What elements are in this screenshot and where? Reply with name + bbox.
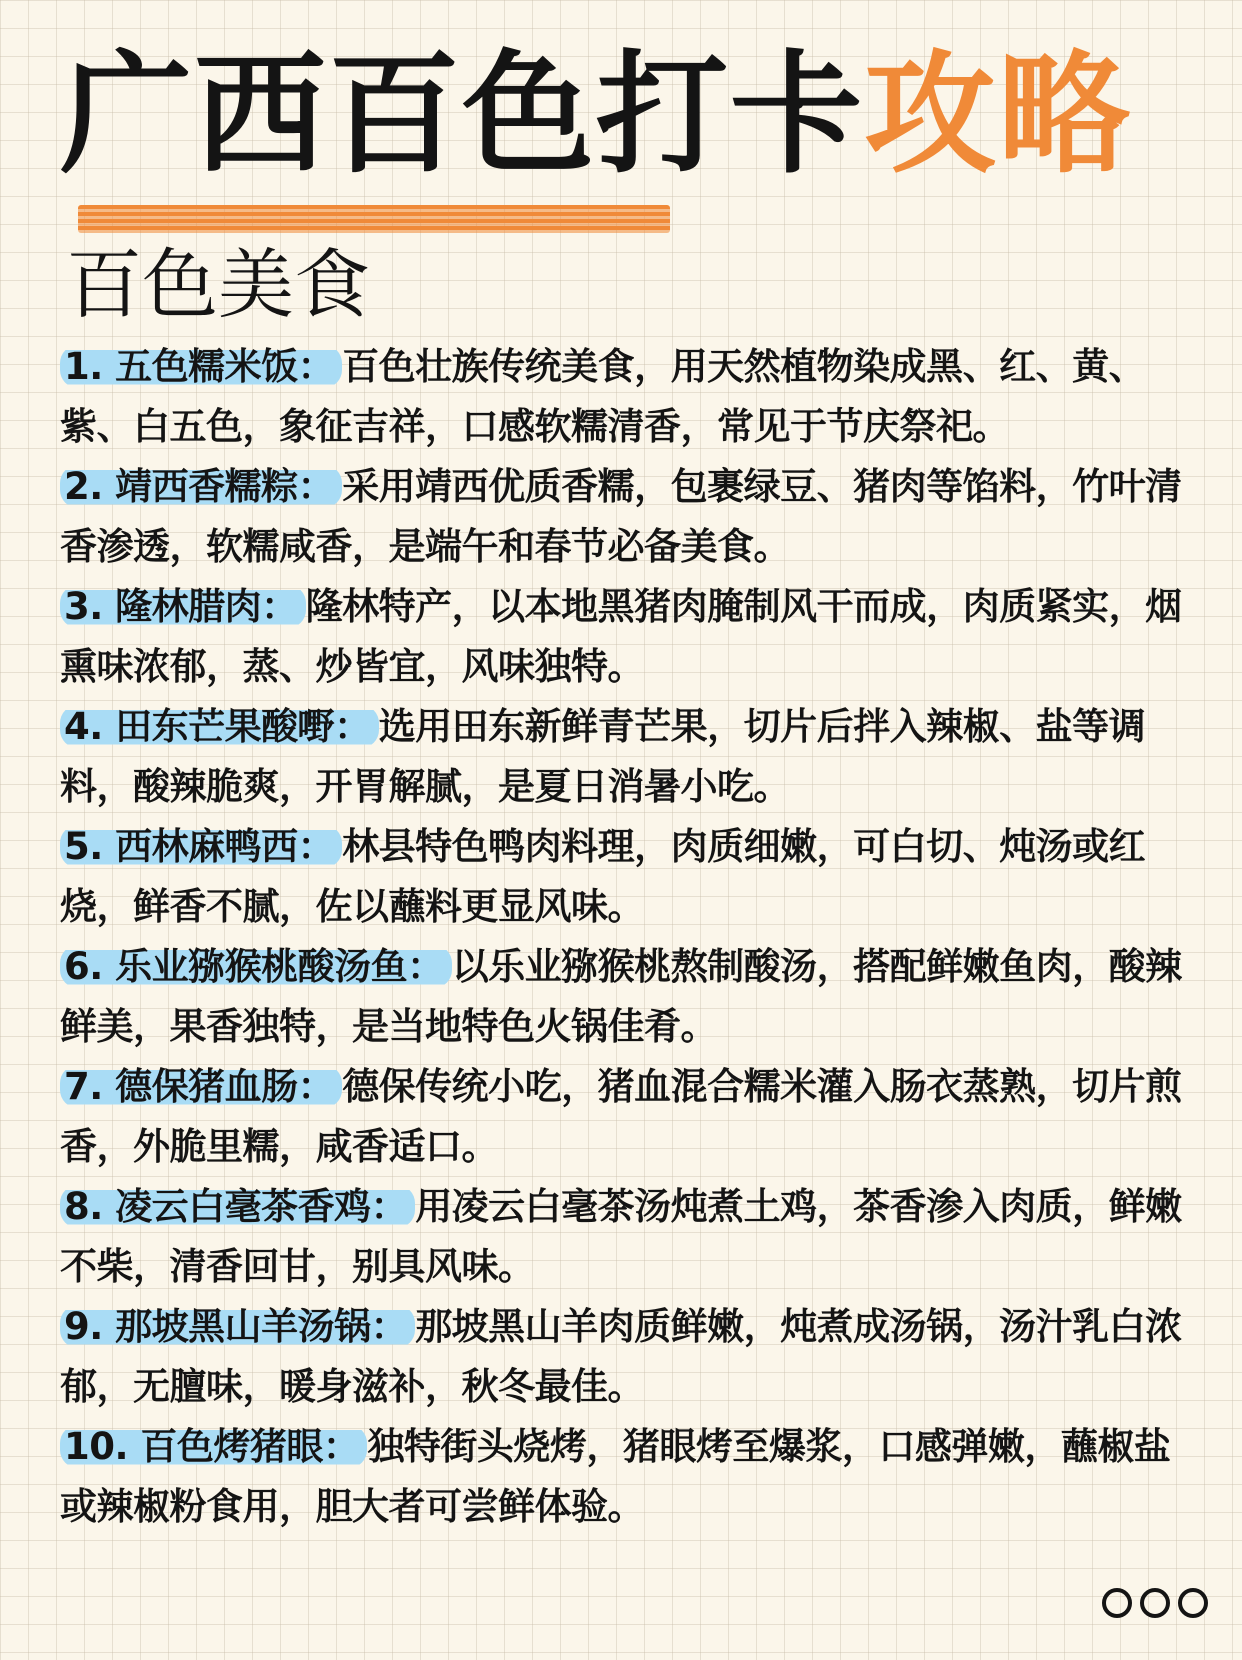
food-item-label: 8. 凌云白毫茶香鸡： [60, 1185, 415, 1228]
food-item [60, 577, 1188, 697]
food-item [60, 697, 1188, 817]
title-underline [78, 205, 670, 233]
food-item [60, 1057, 1188, 1177]
food-item [60, 1297, 1188, 1417]
food-item [60, 817, 1188, 937]
food-item-label: 5. 西林麻鸭西： [60, 825, 342, 868]
food-item-text: 百色壮族传统美食，用天然植物染成黑、红、黄、紫、白五色，象征吉祥，口感软糯清香，常见于节庆祭祀。 [60, 345, 1146, 448]
food-item-text: 选用田东新鲜青芒果，切片后拌入辣椒、盐等调料，酸辣脆爽，开胃解腻，是夏日消暑小吃。 [60, 705, 1146, 808]
food-item-text: 隆林特产，以本地黑猪肉腌制风干而成，肉质紧实，烟熏味浓郁，蒸、炒皆宜，风味独特。 [60, 585, 1182, 688]
title-accent: 攻略 [864, 38, 1132, 192]
dot-icon [1178, 1588, 1208, 1618]
food-item-label: 1. 五色糯米饭： [60, 345, 342, 388]
food-item-text: 林县特色鸭肉料理，肉质细嫩，可白切、炖汤或红烧，鲜香不腻，佐以蘸料更显风味。 [60, 825, 1146, 928]
section-heading: 百色美食 [66, 240, 370, 329]
food-item-text: 独特街头烧烤，猪眼烤至爆浆，口感弹嫩，蘸椒盐或辣椒粉食用，胆大者可尝鲜体验。 [60, 1425, 1171, 1528]
food-item [60, 1177, 1188, 1297]
food-item [60, 1417, 1188, 1537]
food-item-text: 那坡黑山羊肉质鲜嫩，炖煮成汤锅，汤汁乳白浓郁，无膻味，暖身滋补，秋冬最佳。 [60, 1305, 1182, 1408]
more-icon[interactable] [1102, 1588, 1208, 1618]
food-item [60, 337, 1188, 457]
food-item-label: 9. 那坡黑山羊汤锅： [60, 1305, 415, 1348]
food-item-text: 以乐业猕猴桃熬制酸汤，搭配鲜嫩鱼肉，酸辣鲜美，果香独特，是当地特色火锅佳肴。 [60, 945, 1182, 1048]
food-item-label: 3. 隆林腊肉： [60, 585, 306, 628]
food-item [60, 457, 1188, 577]
food-item-label: 7. 德保猪血肠： [60, 1065, 342, 1108]
dot-icon [1102, 1588, 1132, 1618]
food-item [60, 937, 1188, 1057]
food-item-text: 采用靖西优质香糯，包裹绿豆、猪肉等馅料，竹叶清香渗透，软糯咸香，是端午和春节必备美食。 [60, 465, 1182, 568]
food-item-label: 2. 靖西香糯粽： [60, 465, 342, 508]
food-item-text: 德保传统小吃，猪血混合糯米灌入肠衣蒸熟，切片煎香，外脆里糯，咸香适口。 [60, 1065, 1182, 1168]
food-item-label: 6. 乐业猕猴桃酸汤鱼： [60, 945, 452, 988]
food-item-text: 用凌云白毫茶汤炖煮土鸡，茶香渗入肉质，鲜嫩不柴，清香回甘，别具风味。 [60, 1185, 1182, 1288]
food-item-label: 10. 百色烤猪眼： [60, 1425, 367, 1468]
food-item-label: 4. 田东芒果酸嘢： [60, 705, 379, 748]
page-title [60, 40, 1132, 190]
food-list [60, 337, 1188, 1537]
title-main: 广西百色打卡 [60, 38, 864, 192]
dot-icon [1140, 1588, 1170, 1618]
